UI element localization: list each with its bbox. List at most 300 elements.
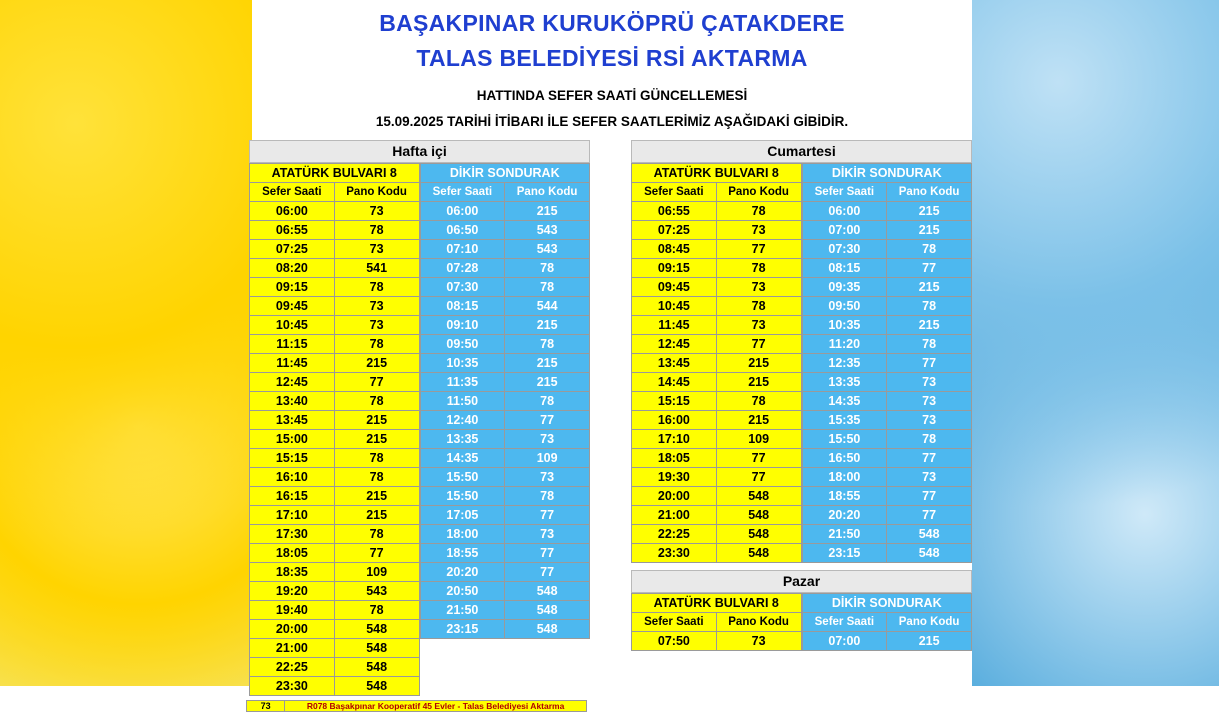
- cell-pano-code: 77: [334, 372, 419, 391]
- table-row: [250, 448, 420, 467]
- cell-pano-code: 73: [887, 467, 972, 486]
- cell-departure-time: 18:00: [420, 524, 505, 543]
- timetable-sunday-ataturk: [631, 593, 802, 651]
- table-row: [802, 543, 972, 562]
- cell-departure-time: 08:20: [250, 258, 335, 277]
- cell-pano-code: 77: [887, 505, 972, 524]
- direction-header: DİKİR SONDURAK: [802, 593, 972, 612]
- cell-pano-code: 544: [505, 296, 590, 315]
- footnote-text: R078 Başakpınar Kooperatif 45 Evler - Talas Belediyesi Aktarma: [285, 700, 587, 712]
- timetable-body: [420, 201, 590, 638]
- cell-departure-time: 06:00: [420, 201, 505, 220]
- cell-departure-time: 21:50: [420, 600, 505, 619]
- table-row: [420, 619, 590, 638]
- cell-departure-time: 10:45: [632, 296, 717, 315]
- table-row: [420, 201, 590, 220]
- cell-pano-code: 215: [505, 315, 590, 334]
- cell-departure-time: 06:00: [802, 201, 887, 220]
- cell-pano-code: 78: [887, 239, 972, 258]
- cell-pano-code: 78: [334, 524, 419, 543]
- cell-pano-code: 215: [334, 410, 419, 429]
- cell-pano-code: 215: [716, 372, 801, 391]
- subtitle: HATTINDA SEFER SAATİ GÜNCELLEMESİ: [476, 87, 748, 103]
- cell-departure-time: 07:10: [420, 239, 505, 258]
- cell-pano-code: 77: [505, 410, 590, 429]
- table-row: [802, 220, 972, 239]
- cell-pano-code: 543: [505, 220, 590, 239]
- cell-pano-code: 215: [887, 631, 972, 650]
- table-row: [632, 201, 802, 220]
- cell-pano-code: 78: [716, 201, 801, 220]
- table-row: [250, 562, 420, 581]
- sunday-table-ataturk: [631, 593, 802, 651]
- cell-departure-time: 17:10: [250, 505, 335, 524]
- cell-pano-code: 78: [887, 429, 972, 448]
- direction-header: DİKİR SONDURAK: [420, 163, 590, 182]
- cell-departure-time: 22:25: [250, 657, 335, 676]
- cell-departure-time: 21:00: [632, 505, 717, 524]
- cell-departure-time: 07:25: [632, 220, 717, 239]
- cell-departure-time: 19:20: [250, 581, 335, 600]
- table-row: [632, 391, 802, 410]
- table-row: [420, 296, 590, 315]
- table-row: [802, 448, 972, 467]
- cell-departure-time: 16:50: [802, 448, 887, 467]
- cell-pano-code: 215: [505, 353, 590, 372]
- weekend-column: [631, 140, 972, 712]
- cell-pano-code: 77: [716, 239, 801, 258]
- table-row: [802, 201, 972, 220]
- table-row: [802, 258, 972, 277]
- table-row: [420, 562, 590, 581]
- cell-pano-code: 78: [887, 334, 972, 353]
- cell-pano-code: 215: [334, 486, 419, 505]
- footnote-code: 73: [246, 700, 285, 712]
- table-row: [802, 410, 972, 429]
- table-row: [632, 277, 802, 296]
- table-row: [420, 334, 590, 353]
- table-row: [250, 505, 420, 524]
- cell-pano-code: 548: [334, 619, 419, 638]
- table-row: [420, 467, 590, 486]
- cell-pano-code: 77: [505, 543, 590, 562]
- cell-pano-code: 215: [334, 353, 419, 372]
- cell-pano-code: 73: [716, 315, 801, 334]
- direction-header: ATATÜRK BULVARI 8: [632, 593, 802, 612]
- day-label-sunday: Pazar: [631, 570, 972, 593]
- cell-pano-code: 543: [334, 581, 419, 600]
- table-row: [420, 486, 590, 505]
- cell-pano-code: 73: [505, 524, 590, 543]
- table-row: [420, 391, 590, 410]
- table-row: [420, 353, 590, 372]
- weekday-tables: [249, 163, 590, 696]
- cell-pano-code: 215: [887, 277, 972, 296]
- col-header-code: Pano Kodu: [887, 612, 972, 631]
- table-row: [632, 239, 802, 258]
- table-row: [632, 315, 802, 334]
- cell-pano-code: 215: [505, 201, 590, 220]
- cell-pano-code: 77: [716, 448, 801, 467]
- col-header-time: Sefer Saati: [420, 182, 505, 201]
- cell-departure-time: 15:15: [250, 448, 335, 467]
- cell-pano-code: 548: [334, 657, 419, 676]
- table-row: [632, 631, 802, 650]
- cell-departure-time: 07:50: [632, 631, 717, 650]
- table-row: [250, 581, 420, 600]
- table-row: [420, 543, 590, 562]
- cell-pano-code: 78: [716, 296, 801, 315]
- route-footnote: [246, 700, 587, 712]
- page-title: [252, 9, 972, 74]
- cell-pano-code: 548: [505, 581, 590, 600]
- cell-pano-code: 548: [887, 543, 972, 562]
- table-row: [420, 505, 590, 524]
- cell-pano-code: 73: [505, 467, 590, 486]
- cell-pano-code: 548: [716, 543, 801, 562]
- cell-pano-code: 78: [334, 334, 419, 353]
- table-row: [632, 543, 802, 562]
- cell-pano-code: 77: [887, 258, 972, 277]
- cell-pano-code: 109: [716, 429, 801, 448]
- cell-pano-code: 77: [887, 353, 972, 372]
- col-header-code: Pano Kodu: [716, 182, 801, 201]
- cell-departure-time: 20:20: [420, 562, 505, 581]
- cell-departure-time: 10:35: [802, 315, 887, 334]
- col-header-time: Sefer Saati: [802, 182, 887, 201]
- cell-pano-code: 78: [887, 296, 972, 315]
- cell-pano-code: 215: [334, 505, 419, 524]
- table-row: [250, 524, 420, 543]
- cell-pano-code: 548: [505, 600, 590, 619]
- table-row: [250, 543, 420, 562]
- timetable-body: [250, 201, 420, 695]
- cell-departure-time: 20:20: [802, 505, 887, 524]
- cell-departure-time: 15:50: [420, 486, 505, 505]
- table-row: [802, 391, 972, 410]
- cell-departure-time: 15:50: [420, 467, 505, 486]
- table-row: [250, 296, 420, 315]
- cell-pano-code: 109: [334, 562, 419, 581]
- cell-departure-time: 07:30: [802, 239, 887, 258]
- table-row: [632, 258, 802, 277]
- cell-departure-time: 15:35: [802, 410, 887, 429]
- col-header-code: Pano Kodu: [716, 612, 801, 631]
- table-row: [250, 239, 420, 258]
- table-row: [632, 296, 802, 315]
- table-row: [250, 353, 420, 372]
- cell-departure-time: 18:00: [802, 467, 887, 486]
- cell-departure-time: 12:40: [420, 410, 505, 429]
- cell-departure-time: 18:35: [250, 562, 335, 581]
- cell-departure-time: 09:50: [420, 334, 505, 353]
- direction-header: ATATÜRK BULVARI 8: [250, 163, 420, 182]
- cell-departure-time: 07:28: [420, 258, 505, 277]
- sunday-tables: [631, 593, 972, 651]
- cell-departure-time: 07:25: [250, 239, 335, 258]
- cell-departure-time: 23:30: [632, 543, 717, 562]
- cell-departure-time: 18:05: [632, 448, 717, 467]
- table-row: [420, 448, 590, 467]
- cell-pano-code: 543: [505, 239, 590, 258]
- table-row: [632, 429, 802, 448]
- table-row: [250, 391, 420, 410]
- cell-departure-time: 20:00: [250, 619, 335, 638]
- cell-departure-time: 13:45: [250, 410, 335, 429]
- cell-pano-code: 78: [505, 277, 590, 296]
- timetable-body: [632, 201, 802, 562]
- table-row: [420, 600, 590, 619]
- table-row: [632, 220, 802, 239]
- table-row: [250, 600, 420, 619]
- cell-departure-time: 19:30: [632, 467, 717, 486]
- cell-departure-time: 19:40: [250, 600, 335, 619]
- cell-pano-code: 73: [716, 277, 801, 296]
- cell-pano-code: 73: [716, 631, 801, 650]
- table-row: [250, 657, 420, 676]
- table-row: [250, 334, 420, 353]
- cell-pano-code: 78: [334, 467, 419, 486]
- cell-departure-time: 12:45: [632, 334, 717, 353]
- col-header-time: Sefer Saati: [632, 612, 717, 631]
- cell-pano-code: 77: [716, 467, 801, 486]
- sunday-table-dikir: [802, 593, 973, 651]
- cell-departure-time: 16:10: [250, 467, 335, 486]
- cell-pano-code: 77: [505, 562, 590, 581]
- cell-departure-time: 07:00: [802, 631, 887, 650]
- cell-pano-code: 77: [887, 486, 972, 505]
- weekday-table-ataturk: [249, 163, 420, 696]
- col-header-code: Pano Kodu: [334, 182, 419, 201]
- cell-departure-time: 09:35: [802, 277, 887, 296]
- cell-departure-time: 10:35: [420, 353, 505, 372]
- cell-departure-time: 11:20: [802, 334, 887, 353]
- cell-departure-time: 17:05: [420, 505, 505, 524]
- cell-pano-code: 548: [334, 638, 419, 657]
- cell-pano-code: 78: [334, 391, 419, 410]
- cell-pano-code: 548: [334, 676, 419, 695]
- table-row: [250, 201, 420, 220]
- cell-departure-time: 15:15: [632, 391, 717, 410]
- cell-pano-code: 78: [505, 391, 590, 410]
- col-header-code: Pano Kodu: [887, 182, 972, 201]
- cell-pano-code: 109: [505, 448, 590, 467]
- table-row: [802, 334, 972, 353]
- cell-departure-time: 09:45: [250, 296, 335, 315]
- table-row: [250, 410, 420, 429]
- timetable-weekday-dikir: [420, 163, 591, 639]
- table-row: [632, 372, 802, 391]
- cell-departure-time: 10:45: [250, 315, 335, 334]
- direction-header: DİKİR SONDURAK: [802, 163, 972, 182]
- timetable-saturday-ataturk: [631, 163, 802, 563]
- cell-departure-time: 06:55: [250, 220, 335, 239]
- cell-departure-time: 09:15: [250, 277, 335, 296]
- table-row: [802, 372, 972, 391]
- cell-departure-time: 11:15: [250, 334, 335, 353]
- cell-departure-time: 14:35: [802, 391, 887, 410]
- cell-pano-code: 73: [334, 201, 419, 220]
- table-row: [632, 467, 802, 486]
- cell-departure-time: 08:45: [632, 239, 717, 258]
- table-row: [802, 524, 972, 543]
- cell-departure-time: 06:55: [632, 201, 717, 220]
- cell-departure-time: 18:55: [420, 543, 505, 562]
- cell-departure-time: 11:35: [420, 372, 505, 391]
- timetable-body: [632, 631, 802, 650]
- cell-departure-time: 13:45: [632, 353, 717, 372]
- table-row: [632, 505, 802, 524]
- cell-departure-time: 15:50: [802, 429, 887, 448]
- table-row: [250, 258, 420, 277]
- cell-pano-code: 73: [716, 220, 801, 239]
- direction-header: ATATÜRK BULVARI 8: [632, 163, 802, 182]
- col-header-code: Pano Kodu: [505, 182, 590, 201]
- cell-departure-time: 17:10: [632, 429, 717, 448]
- timetable-weekday-ataturk: [249, 163, 420, 696]
- cell-departure-time: 23:15: [420, 619, 505, 638]
- table-row: [250, 619, 420, 638]
- cell-departure-time: 16:00: [632, 410, 717, 429]
- subtitle-date: 15.09.2025 TARİHİ İTİBARI İLE SEFER SAATLERİMİZ AŞAĞIDAKİ GİBİDİR.: [375, 113, 849, 129]
- cell-departure-time: 16:15: [250, 486, 335, 505]
- table-row: [802, 429, 972, 448]
- cell-departure-time: 09:10: [420, 315, 505, 334]
- poster-page: [252, 0, 972, 711]
- saturday-tables: [631, 163, 972, 563]
- cell-departure-time: 23:15: [802, 543, 887, 562]
- table-row: [802, 239, 972, 258]
- cell-departure-time: 09:15: [632, 258, 717, 277]
- section-gap: [631, 563, 972, 570]
- table-row: [250, 467, 420, 486]
- table-row: [802, 467, 972, 486]
- cell-departure-time: 12:35: [802, 353, 887, 372]
- cell-departure-time: 18:05: [250, 543, 335, 562]
- table-row: [420, 429, 590, 448]
- cell-departure-time: 21:50: [802, 524, 887, 543]
- schedule-columns: [252, 140, 972, 712]
- weekday-table-dikir: [420, 163, 591, 696]
- table-row: [632, 448, 802, 467]
- cell-departure-time: 08:15: [420, 296, 505, 315]
- table-row: [802, 277, 972, 296]
- cell-pano-code: 78: [505, 258, 590, 277]
- cell-pano-code: 77: [505, 505, 590, 524]
- weekday-column: [249, 140, 590, 712]
- table-row: [802, 631, 972, 650]
- saturday-table-ataturk: [631, 163, 802, 563]
- cell-pano-code: 548: [716, 505, 801, 524]
- table-row: [420, 410, 590, 429]
- cell-pano-code: 78: [334, 448, 419, 467]
- table-row: [632, 524, 802, 543]
- cell-departure-time: 12:45: [250, 372, 335, 391]
- cell-pano-code: 73: [505, 429, 590, 448]
- table-row: [250, 220, 420, 239]
- table-row: [632, 353, 802, 372]
- cell-pano-code: 78: [334, 220, 419, 239]
- saturday-table-dikir: [802, 163, 973, 563]
- cell-departure-time: 20:00: [632, 486, 717, 505]
- timetable-sunday-dikir: [802, 593, 973, 651]
- table-row: [420, 277, 590, 296]
- table-row: [250, 277, 420, 296]
- cell-pano-code: 548: [505, 619, 590, 638]
- cell-departure-time: 15:00: [250, 429, 335, 448]
- cell-departure-time: 13:40: [250, 391, 335, 410]
- background-band-left: [0, 0, 252, 686]
- table-row: [420, 372, 590, 391]
- cell-pano-code: 77: [716, 334, 801, 353]
- cell-departure-time: 08:15: [802, 258, 887, 277]
- cell-pano-code: 78: [505, 486, 590, 505]
- cell-pano-code: 73: [334, 239, 419, 258]
- table-row: [802, 353, 972, 372]
- table-row: [802, 505, 972, 524]
- day-label-weekday: Hafta içi: [249, 140, 590, 163]
- table-row: [420, 581, 590, 600]
- cell-pano-code: 73: [334, 315, 419, 334]
- timetable-body: [802, 201, 972, 562]
- cell-departure-time: 11:45: [250, 353, 335, 372]
- cell-departure-time: 22:25: [632, 524, 717, 543]
- cell-pano-code: 215: [887, 220, 972, 239]
- cell-pano-code: 215: [887, 315, 972, 334]
- table-row: [250, 315, 420, 334]
- col-header-time: Sefer Saati: [802, 612, 887, 631]
- cell-pano-code: 548: [716, 524, 801, 543]
- table-row: [420, 315, 590, 334]
- cell-departure-time: 13:35: [420, 429, 505, 448]
- cell-departure-time: 09:45: [632, 277, 717, 296]
- table-row: [250, 638, 420, 657]
- cell-pano-code: 77: [887, 448, 972, 467]
- table-row: [632, 410, 802, 429]
- table-row: [802, 296, 972, 315]
- table-row: [632, 486, 802, 505]
- cell-departure-time: 09:50: [802, 296, 887, 315]
- table-row: [420, 258, 590, 277]
- table-row: [632, 334, 802, 353]
- table-row: [250, 372, 420, 391]
- cell-pano-code: 78: [716, 391, 801, 410]
- cell-departure-time: 11:45: [632, 315, 717, 334]
- table-row: [802, 486, 972, 505]
- title-line-2: TALAS BELEDİYESİ RSİ AKTARMA: [416, 44, 808, 71]
- cell-pano-code: 73: [887, 372, 972, 391]
- col-header-time: Sefer Saati: [250, 182, 335, 201]
- table-row: [420, 239, 590, 258]
- cell-pano-code: 548: [887, 524, 972, 543]
- cell-departure-time: 07:30: [420, 277, 505, 296]
- cell-departure-time: 23:30: [250, 676, 335, 695]
- cell-departure-time: 13:35: [802, 372, 887, 391]
- cell-pano-code: 73: [887, 410, 972, 429]
- cell-pano-code: 73: [887, 391, 972, 410]
- cell-pano-code: 215: [716, 353, 801, 372]
- timetable-body: [802, 631, 972, 650]
- background-band-right: [972, 0, 1219, 686]
- cell-pano-code: 541: [334, 258, 419, 277]
- cell-pano-code: 215: [334, 429, 419, 448]
- cell-departure-time: 20:50: [420, 581, 505, 600]
- cell-pano-code: 548: [716, 486, 801, 505]
- cell-pano-code: 73: [334, 296, 419, 315]
- table-row: [420, 220, 590, 239]
- day-label-saturday: Cumartesi: [631, 140, 972, 163]
- cell-pano-code: 78: [334, 600, 419, 619]
